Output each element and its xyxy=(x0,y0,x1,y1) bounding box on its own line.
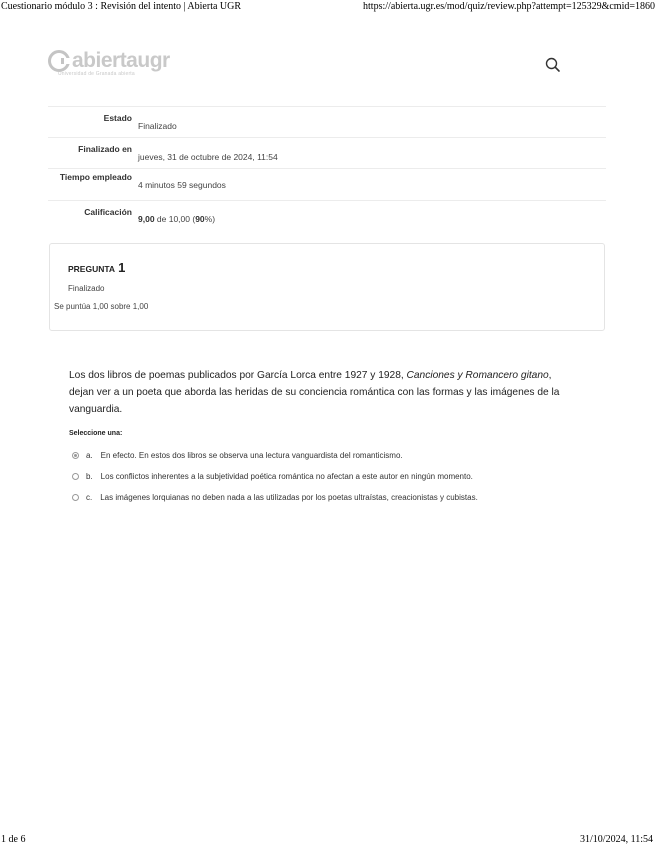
summary-value xyxy=(132,201,215,232)
question-label: PREGUNTA xyxy=(68,264,116,274)
question-grade: Se puntúa 1,00 sobre 1,00 xyxy=(54,302,149,311)
summary-value: jueves, 31 de octubre de 2024, 11:54 xyxy=(138,152,278,162)
question-number: 1 xyxy=(118,260,126,275)
print-page-number: 1 de 6 xyxy=(1,834,26,845)
print-footer xyxy=(0,834,655,848)
question-text-italic: Canciones y Romancero gitano xyxy=(406,370,549,381)
answer-text: Las imágenes lorquianas no deben nada a las utilizadas por los poetas ultraístas, creacionistas y cubistas. xyxy=(100,493,478,502)
summary-row-state xyxy=(48,107,606,138)
answer-letter: c. xyxy=(86,493,93,502)
summary-value: 4 minutos 59 segundos xyxy=(138,179,226,190)
question-title xyxy=(68,260,125,275)
logo-text: abiertaugr xyxy=(72,49,170,72)
summary-row-grade xyxy=(48,201,606,232)
summary-label: Tiempo empleado xyxy=(59,172,132,182)
print-url: https://abierta.ugr.es/mod/quiz/review.php?attempt=125329&cmid=1860 xyxy=(363,1,655,12)
print-page-title: Cuestionario módulo 3 : Revisión del intento | Abierta UGR xyxy=(1,1,242,12)
search-button[interactable] xyxy=(544,56,562,74)
answer-option-a[interactable] xyxy=(72,445,592,466)
answer-text: Los conflictos inherentes a la subjetividad poética romántica no afectan a este autor en ningún momento. xyxy=(100,472,473,481)
grade-total: de 10,00 ( xyxy=(154,214,196,224)
answer-letter: a. xyxy=(86,451,93,460)
answer-option-c[interactable] xyxy=(72,487,592,508)
answer-letter: b. xyxy=(86,472,93,481)
question-text-start: Los dos libros de poemas publicados por García Lorca entre 1927 y 1928, xyxy=(69,370,407,381)
print-datetime: 31/10/2024, 11:54 xyxy=(580,834,653,845)
summary-row-finished xyxy=(48,138,606,169)
summary-label: Calificación xyxy=(84,207,132,217)
search-icon xyxy=(544,56,562,74)
summary-row-truncated xyxy=(48,90,606,107)
answer-text: En efecto. En estos dos libros se observa una lectura vanguardista del romanticismo. xyxy=(100,451,403,460)
logo-subtitle: Universidad de Granada abierta xyxy=(58,71,135,77)
summary-label: Finalizado en xyxy=(78,144,132,154)
answer-options xyxy=(72,445,592,508)
summary-label: Estado xyxy=(103,113,132,123)
question-info-box xyxy=(49,243,605,331)
grade-percent: 90 xyxy=(195,214,205,224)
radio-checked-icon[interactable] xyxy=(72,452,79,459)
grade-end: %) xyxy=(204,214,216,224)
question-state: Finalizado xyxy=(68,284,105,293)
site-logo[interactable] xyxy=(48,49,170,77)
summary-row-time xyxy=(48,169,606,201)
summary-value: Finalizado xyxy=(138,121,177,131)
print-header xyxy=(0,0,655,14)
answer-option-b[interactable] xyxy=(72,466,592,487)
answer-prompt: Seleccione una: xyxy=(69,430,123,437)
attempt-summary-table xyxy=(48,90,606,232)
logo-icon xyxy=(48,50,70,72)
navbar xyxy=(48,46,608,82)
radio-unchecked-icon[interactable] xyxy=(72,473,79,480)
question-text xyxy=(69,367,579,418)
radio-unchecked-icon[interactable] xyxy=(72,494,79,501)
question-text-end: , dejan ver a un poeta que aborda las heridas de su conciencia romántica con las formas y las imágenes de la vanguardia. xyxy=(69,370,560,415)
grade-score: 9,00 xyxy=(138,214,155,224)
